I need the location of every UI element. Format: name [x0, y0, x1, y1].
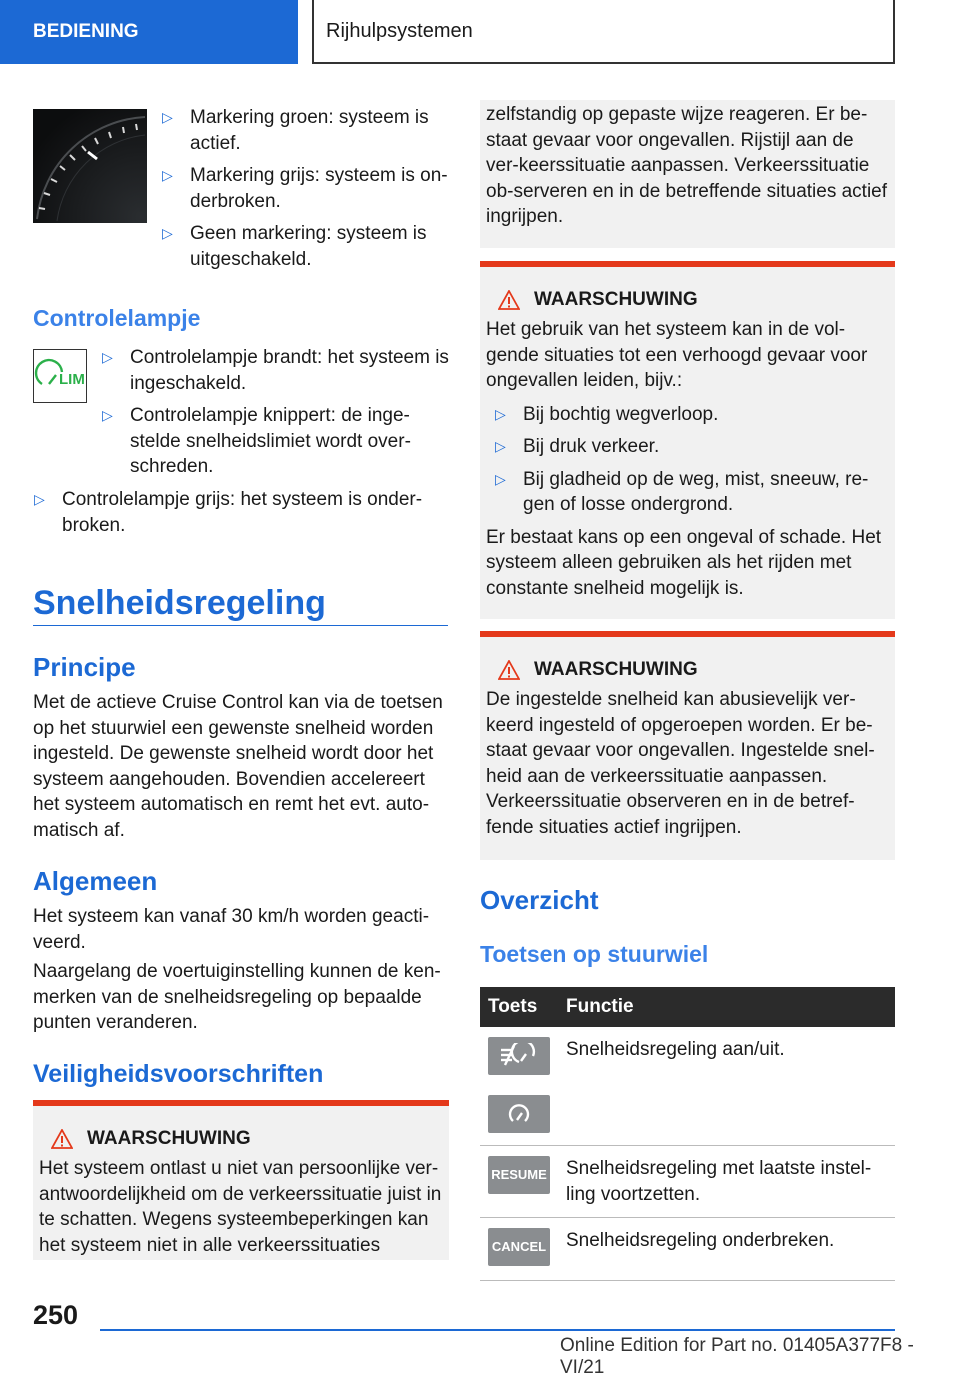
algemeen-heading: Algemeen [33, 866, 158, 896]
chapter-title: Rijhulpsystemen [326, 19, 473, 42]
page-number: 250 [33, 1300, 79, 1330]
lim-label: LIM [59, 371, 85, 388]
triangle-bullet-icon: ▷ [102, 349, 113, 365]
list-item-text: Bij bochtig wegverloop. [523, 403, 719, 425]
table-header-row [480, 987, 895, 1027]
list-item-text: Geen markering: systeem is uitgeschakeld. [190, 223, 427, 270]
triangle-bullet-icon: ▷ [495, 405, 506, 422]
triangle-bullet-icon: ▷ [495, 438, 506, 454]
warning-header [39, 1128, 443, 1150]
function-cell: Snelheidsregeling met laatste instel-ling voortzetten. [566, 1158, 872, 1205]
table-row [480, 1146, 895, 1218]
lim-indicator-icon [33, 349, 87, 403]
veiligheid-heading: Veiligheidsvoorschriften [33, 1060, 324, 1088]
column-header-function: Functie [558, 987, 895, 1027]
list-item [161, 105, 451, 156]
list-item [33, 487, 449, 538]
list-item-text: Bij druk verkeer. [523, 436, 660, 457]
warning-list [494, 402, 889, 518]
main-heading: Snelheidsregeling [33, 584, 326, 622]
key-cell [480, 1218, 558, 1281]
triangle-bullet-icon: ▷ [102, 407, 113, 423]
list-item [161, 163, 451, 214]
list-item [101, 345, 449, 396]
warning-text: Het systeem ontlast u niet van persoonlijke ver-antwoordelijkheid om de verkeerssituatie juist in te schatten. Wegens systeembeperkingen kan het systeem niet in alle verkeerssituaties [39, 1158, 442, 1256]
list-item-text: Bij gladheid op de weg, mist, sneeuw, re-gen of losse ondergrond. [523, 468, 869, 515]
lamp-extra-list [33, 487, 449, 538]
warning-text-2: Er bestaat kans op een ongeval of schade. Het systeem alleen gebruiken als het rijden met constante snelheid mogelijk is. [486, 526, 882, 599]
warning-title: WAARSCHUWING [534, 289, 698, 310]
list-item [161, 221, 451, 272]
list-item-text: Controlelampje knippert: de inge-stelde snelheidslimiet wordt over-schreden. [130, 405, 411, 477]
triangle-bullet-icon: ▷ [162, 167, 173, 183]
keys-table-wrapper [480, 987, 895, 1281]
table-row [480, 1027, 895, 1146]
cruise-control-set-key-icon [488, 1095, 550, 1133]
list-item [494, 434, 889, 460]
table-row [480, 1218, 895, 1281]
principe-text: Met de actieve Cruise Control kan via de toetsen op het stuurwiel een gewenste snelheid worden ingesteld. De gewenste snelheid wordt door het systeem aangehouden. Bovendien accelereert het systeem automatisch en remt het evt. auto-matisch af. [33, 692, 443, 841]
list-item [494, 402, 889, 428]
warning-box-2 [480, 261, 895, 619]
warning-triangle-icon [51, 1129, 73, 1149]
column-header-key: Toets [480, 987, 558, 1027]
warning-triangle-icon [498, 660, 520, 680]
key-cell [480, 1027, 558, 1146]
key-cell [480, 1146, 558, 1218]
footer-rule [100, 1329, 895, 1331]
list-item-text: Markering groen: systeem is actief. [190, 107, 429, 154]
warning-box-3 [480, 631, 895, 860]
warning-header [486, 659, 889, 681]
edition-label: Online Edition for Part no. 01405A377F8 - VI/21 [560, 1335, 914, 1378]
speedometer-image [33, 109, 147, 223]
section-tab [0, 0, 298, 64]
list-item-text: Markering grijs: systeem is on-derbroken. [190, 165, 448, 212]
list-item-text: Controlelampje brandt: het systeem is ingeschakeld. [130, 347, 449, 394]
warning-header [486, 289, 889, 311]
marking-list [161, 105, 451, 272]
continued-warning-text: zelfstandig op gepaste wijze reageren. Er be-staat gevaar voor ongevallen. Rijstijl aan de ver-keerssituatie aanpassen. Verkeerssituatie ob-serveren en in de betreffende situaties actief ingrijpen. [486, 104, 888, 227]
function-cell: Snelheidsregeling onderbreken. [566, 1230, 835, 1251]
function-cell: Snelheidsregeling aan/uit. [566, 1039, 785, 1060]
warning-text: De ingestelde snelheid kan abusievelijk ver-keerd ingesteld of opgeroepen worden. Er be-staat gevaar voor ongevallen. Ingestelde snel-heid aan de verkeerssituatie aanpassen. Verkeerssituatie observeren en in de betref-fende situaties actief ingrijpen. [486, 689, 875, 838]
triangle-bullet-icon: ▷ [495, 470, 506, 487]
triangle-bullet-icon: ▷ [162, 225, 173, 241]
algemeen-text-2: Naargelang de voertuiginstelling kunnen de ken-merken van de snelheidsregeling op bepaalde punten veranderen. [33, 961, 441, 1033]
list-item [101, 403, 449, 480]
warning-text: Het gebruik van het systeem kan in de vol-gende situaties tot een verhoogd gevaar voor ongevallen leiden, bijv.: [486, 319, 868, 391]
cruise-control-key-icon [488, 1037, 550, 1075]
principe-heading: Principe [33, 652, 136, 682]
triangle-bullet-icon: ▷ [34, 491, 45, 507]
resume-key-icon: RESUME [488, 1156, 550, 1194]
main-heading-rule [33, 625, 448, 626]
controlelampje-heading: Controlelampje [33, 305, 201, 331]
warning-title: WAARSCHUWING [87, 1128, 251, 1149]
triangle-bullet-icon: ▷ [162, 109, 173, 125]
chapter-tab [312, 0, 895, 64]
warning-triangle-icon [498, 290, 520, 310]
warning-title: WAARSCHUWING [534, 659, 698, 680]
section-title: BEDIENING [33, 21, 139, 42]
overzicht-heading: Overzicht [480, 885, 599, 915]
list-item [494, 467, 889, 518]
continued-warning-box [480, 100, 895, 248]
warning-box-1 [33, 1100, 449, 1260]
toetsen-heading: Toetsen op stuurwiel [480, 941, 709, 967]
algemeen-text-1: Het systeem kan vanaf 30 km/h worden geacti-veerd. [33, 906, 430, 953]
keys-table [480, 987, 895, 1281]
list-item-text: Controlelampje grijs: het systeem is onder-broken. [62, 489, 423, 536]
cancel-key-icon: CANCEL [488, 1228, 550, 1266]
lamp-list [101, 345, 449, 480]
